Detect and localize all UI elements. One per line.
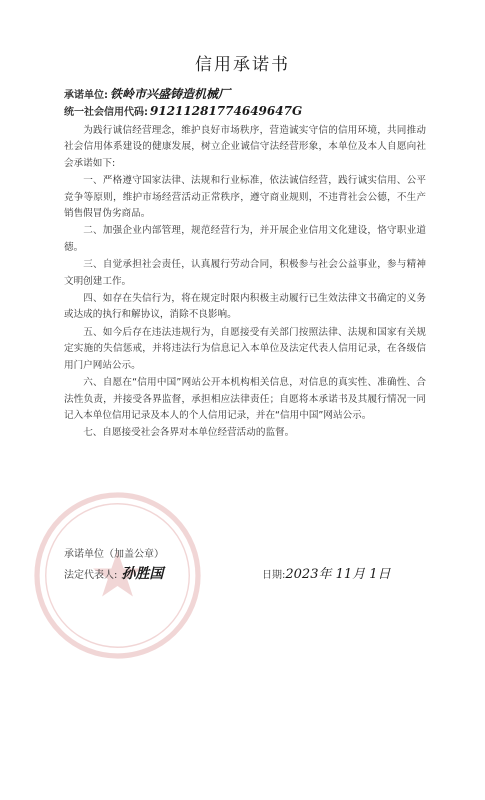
unit-value: 铁岭市兴盛铸造机械厂: [110, 87, 231, 101]
credit-code-field: [64, 103, 302, 118]
unit-label: 承诺单位:: [64, 90, 108, 101]
legal-rep-signature: 孙胜国: [121, 566, 164, 582]
credit-code-value: 91211281774649647G: [150, 104, 303, 118]
paragraph-5: 五、如今后存在违法违规行为，自愿接受有关部门按照法律、法规和国家有关规定实施的失信惩戒，并将违法行为信息记入本单位及法定代表人信用记录，在各级信用门户网站公示。: [64, 326, 426, 371]
unit-field: [64, 85, 230, 102]
paragraph-4: 四、如存在失信行为，将在规定时限内积极主动履行已生效法律文书确定的义务或达成的执行和解协议，消除不良影响。: [64, 293, 426, 321]
paragraph-6: 六、自愿在“信用中国”网站公开本机构相关信息，对信息的真实性、准确性、合法性负责，并接受各界监督，承担相应法律责任；自愿将本承诺书及其履行情况一同记入本单位信用记录及本人的个人信用记录，并在“信用中国”网站公示。: [64, 377, 426, 421]
date-label: 日期:: [262, 570, 286, 581]
sign-unit-line: 承诺单位（加盖公章）: [64, 549, 164, 560]
date-value: 2023年 11月 1日: [285, 567, 391, 582]
date-line: [262, 563, 391, 582]
paragraph-3: 三、自觉承担社会责任，认真履行劳动合同，积极参与社会公益事业，参与精神文明创建工作。: [64, 259, 426, 287]
commitment-body: [64, 123, 426, 443]
credit-code-label: 统一社会信用代码:: [64, 107, 148, 118]
legal-rep-label: 法定代表人:: [64, 570, 118, 581]
paragraph-1: 一、严格遵守国家法律、法规和行业标准，依法诚信经营，践行诚实信用、公平竞争等原则，维护市场经营活动正常秩序，遵守商业规则，不违背社会公德，不生产销售假冒伪劣商品。: [64, 175, 426, 220]
document-title: 信用承诺书: [195, 55, 290, 75]
legal-rep-line: [64, 563, 163, 583]
paragraph-7: 七、自愿接受社会各界对本单位经营活动的监督。: [83, 427, 295, 439]
paragraph-intro: 为践行诚信经营理念，维护良好市场秩序，营造诚实守信的信用环境，共同推动社会信用体系建设的健康发展，树立企业诚信守法经营形象，本单位及本人自愿向社会承诺如下:: [64, 125, 426, 169]
paragraph-2: 二、加强企业内部管理，规范经营行为，并开展企业信用文化建设，恪守职业道德。: [64, 225, 426, 253]
